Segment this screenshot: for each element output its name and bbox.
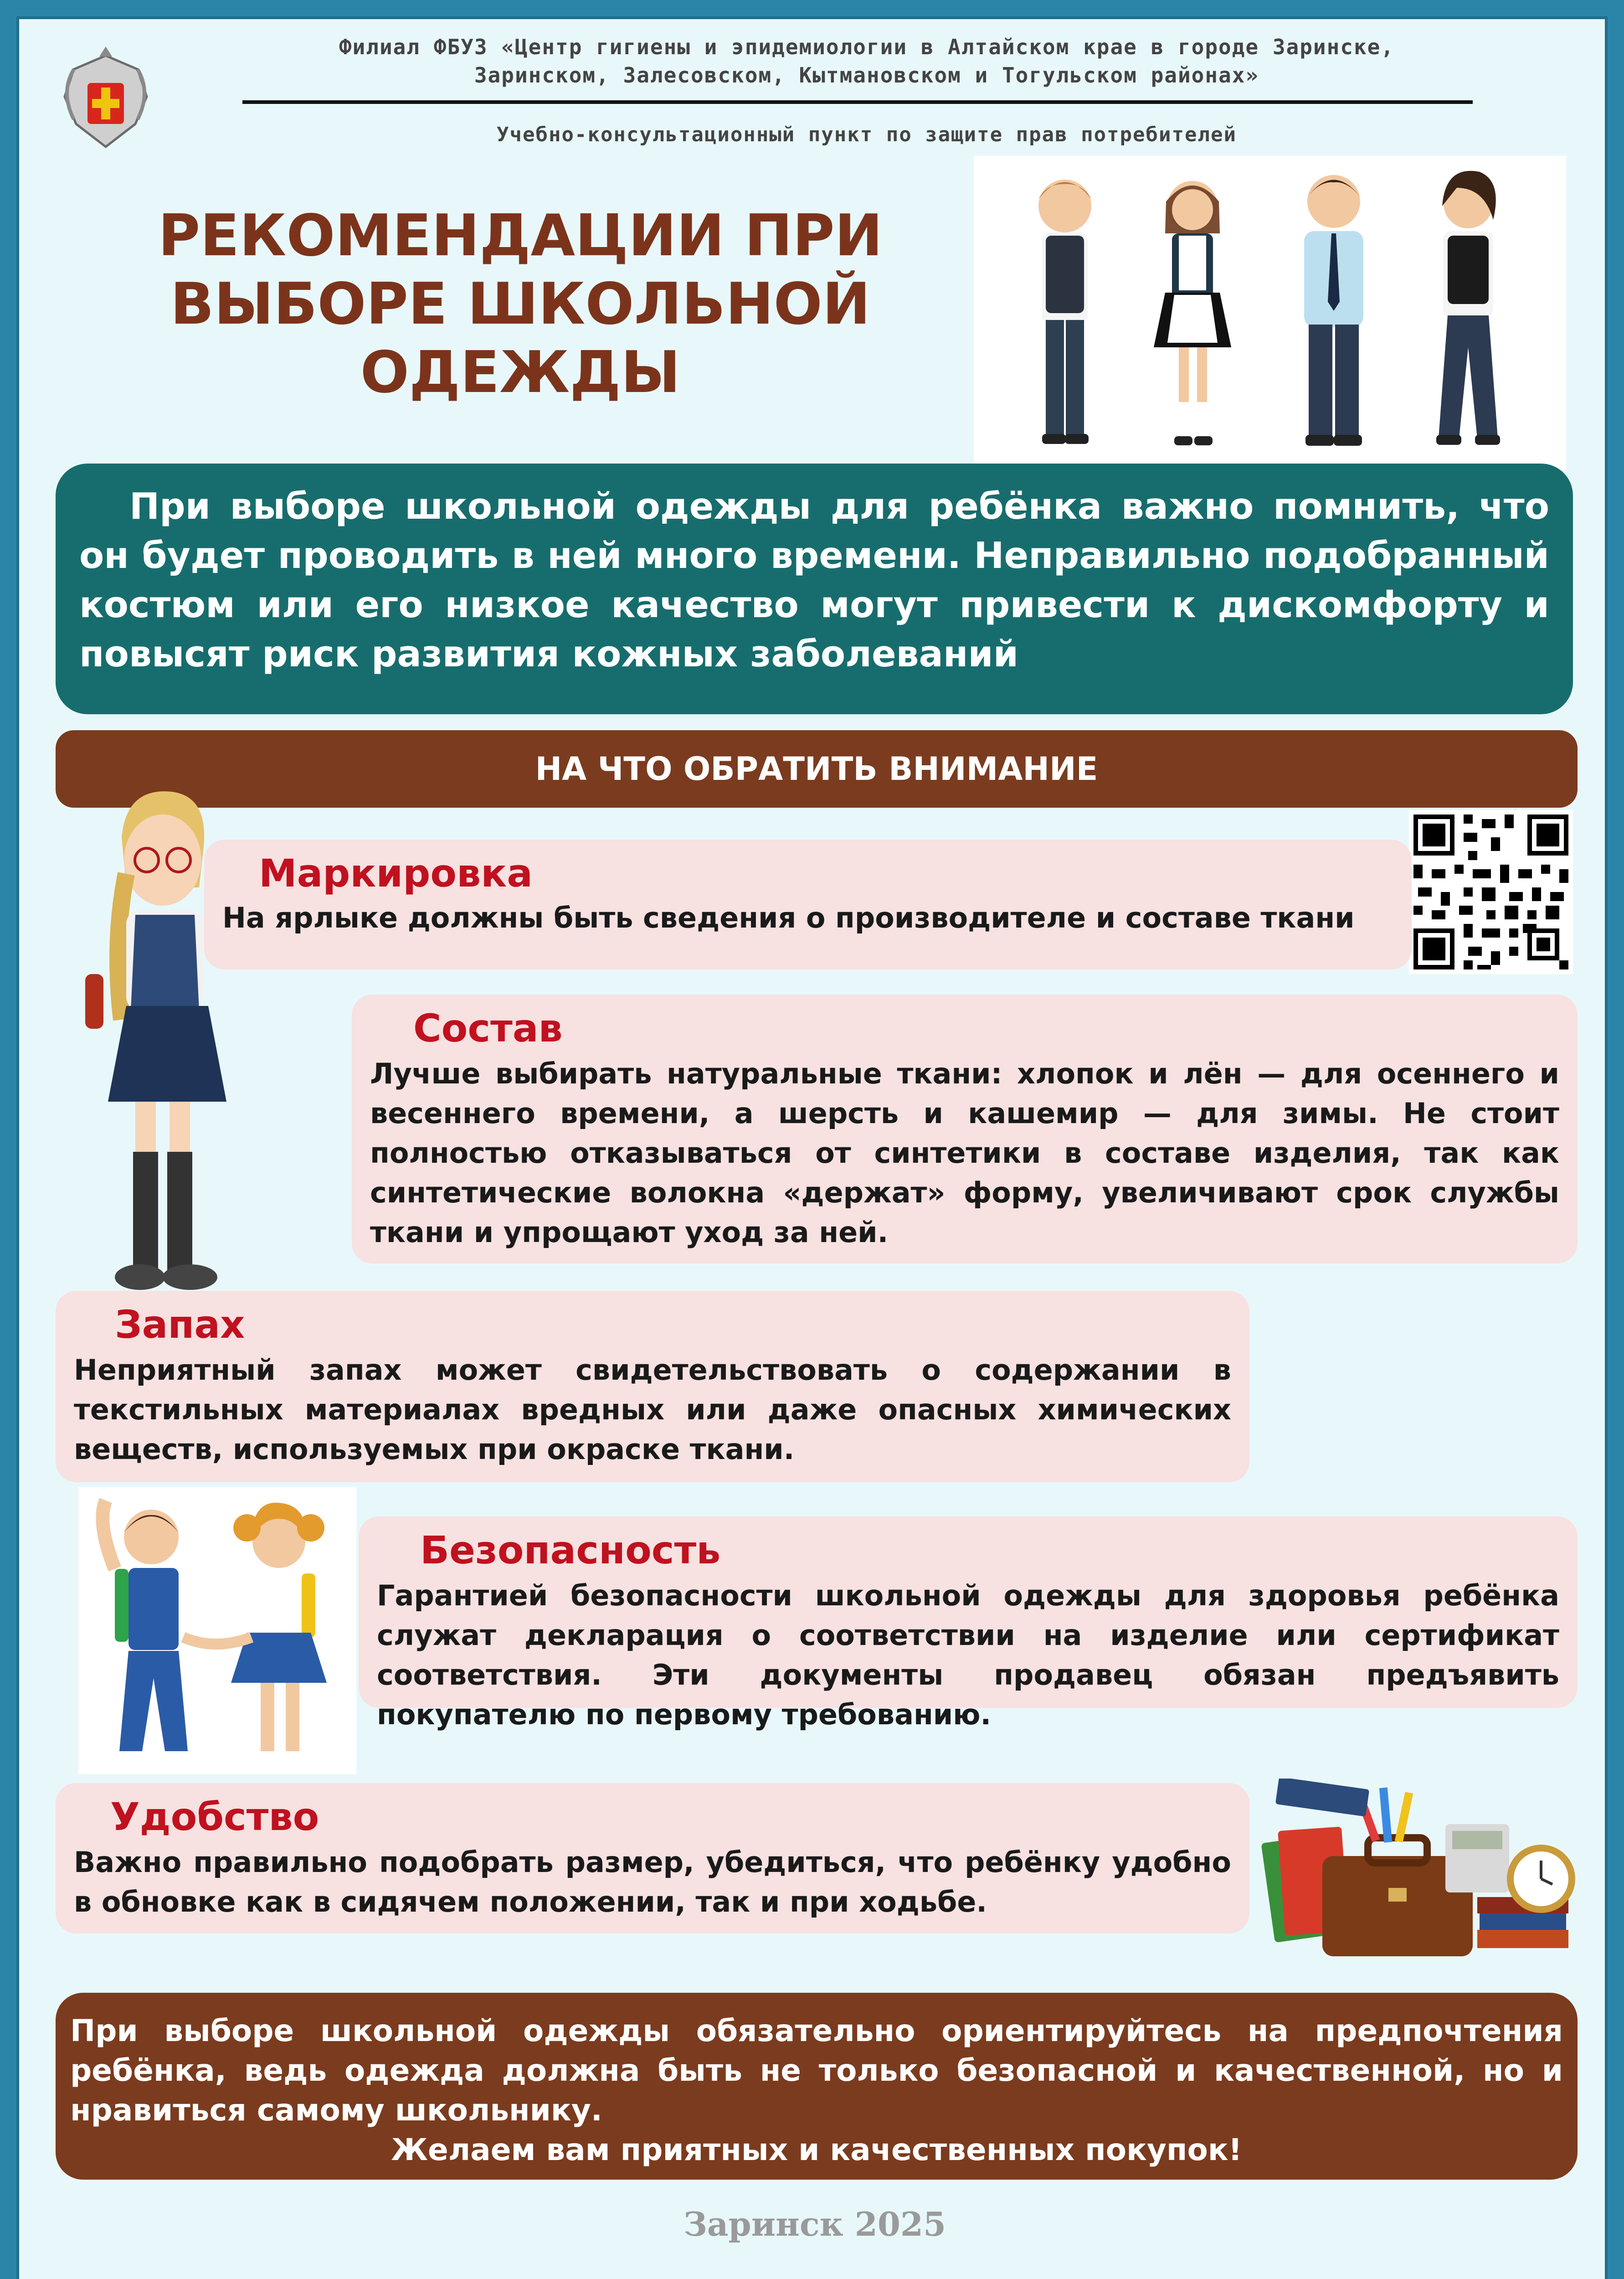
school-children-icon <box>974 156 1566 470</box>
section-header-label: НА ЧТО ОБРАТИТЬ ВНИМАНИЕ <box>535 750 1098 788</box>
poster-sheet <box>16 16 1608 2279</box>
final-wish: Желаем вам приятных и качественных покупок! <box>391 2132 1242 2167</box>
organization-subtitle: Учебно-консультационный пункт по защите прав потребителей <box>497 123 1237 146</box>
children-pair-illustration <box>78 1487 356 1774</box>
card-marking <box>204 840 1412 969</box>
children-pair-icon <box>78 1487 356 1774</box>
section-header <box>56 730 1578 808</box>
card-title: Маркировка <box>259 851 533 896</box>
page-title-line2: ВЫБОРЕ ШКОЛЬНОЙ <box>170 270 871 337</box>
card-safety <box>359 1516 1578 1731</box>
header-divider <box>242 100 1473 104</box>
card-text: Лучше выбирать натуральные ткани: хлопок и лён — для осеннего и весеннего времени, а шерсть и кашемир — для зимы. Не стоит полностью отказываться от синтетики в составе изделия, так как синтетические волокна «держат» форму, увеличивают срок службы ткани и упрощают уход за ней. <box>370 1057 1559 1249</box>
card-text: Важно правильно подобрать размер, убедиться, что ребёнку удобно в обновке как в сидячем положении, так и при ходьбе. <box>74 1846 1231 1918</box>
qr-code-icon <box>1409 810 1573 974</box>
page-title-line1: РЕКОМЕНДАЦИИ ПРИ <box>158 202 883 269</box>
card-text: Гарантией безопасности школьной одежды для здоровья ребёнка служат декларация о соответствии на изделие или сертификат соответствия. Эти документы продавец обязан предъявить покупателю по первому требованию. <box>377 1579 1559 1731</box>
page-title-line3: ОДЕЖДЫ <box>360 339 681 406</box>
footer-city-year: Заринск 2025 <box>683 2205 946 2243</box>
intro-box: При выборе школьной одежды для ребёнка важно помнить, что он будет проводить в ней много времени. Неправильно подобранный костюм или его низкое качество могут привести к дискомфорту и повысят риск развития кожных заболеваний <box>56 464 1573 714</box>
card-smell <box>56 1291 1249 1482</box>
school-supplies-illustration <box>1249 1779 1596 1961</box>
page-title <box>87 201 953 407</box>
final-message-text: При выборе школьной одежды обязательно ориентируйтесь на предпочтения ребёнка, ведь одежда должна быть не только безопасной и качественной, но и нравиться самому школьнику. <box>70 2013 1563 2128</box>
card-text: На ярлыке должны быть сведения о производителе и составе ткани <box>222 901 1355 934</box>
card-text: Неприятный запах может свидетельствовать о содержании в текстильных материалах вредных или даже опасных химических веществ, используемых при окраске ткани. <box>74 1353 1231 1466</box>
card-title: Безопасность <box>420 1528 721 1573</box>
card-comfort <box>56 1783 1249 1934</box>
card-composition <box>352 995 1578 1263</box>
card-title: Удобство <box>110 1794 319 1839</box>
school-supplies-icon <box>1249 1779 1596 1961</box>
card-title: Состав <box>413 1006 563 1051</box>
qr-code[interactable] <box>1409 810 1573 974</box>
school-children-illustration <box>974 156 1566 470</box>
card-title: Запах <box>115 1302 245 1347</box>
organization-name-line1: Филиал ФБУЗ «Центр гигиены и эпидемиологии в Алтайском крае в городе Заринске, <box>339 35 1395 59</box>
organization-name-line2: Заринском, Залесовском, Кытмановском и Тогульском районах» <box>474 63 1259 88</box>
final-message-box <box>56 1993 1578 2180</box>
rospotrebnadzor-emblem-icon <box>56 42 156 156</box>
